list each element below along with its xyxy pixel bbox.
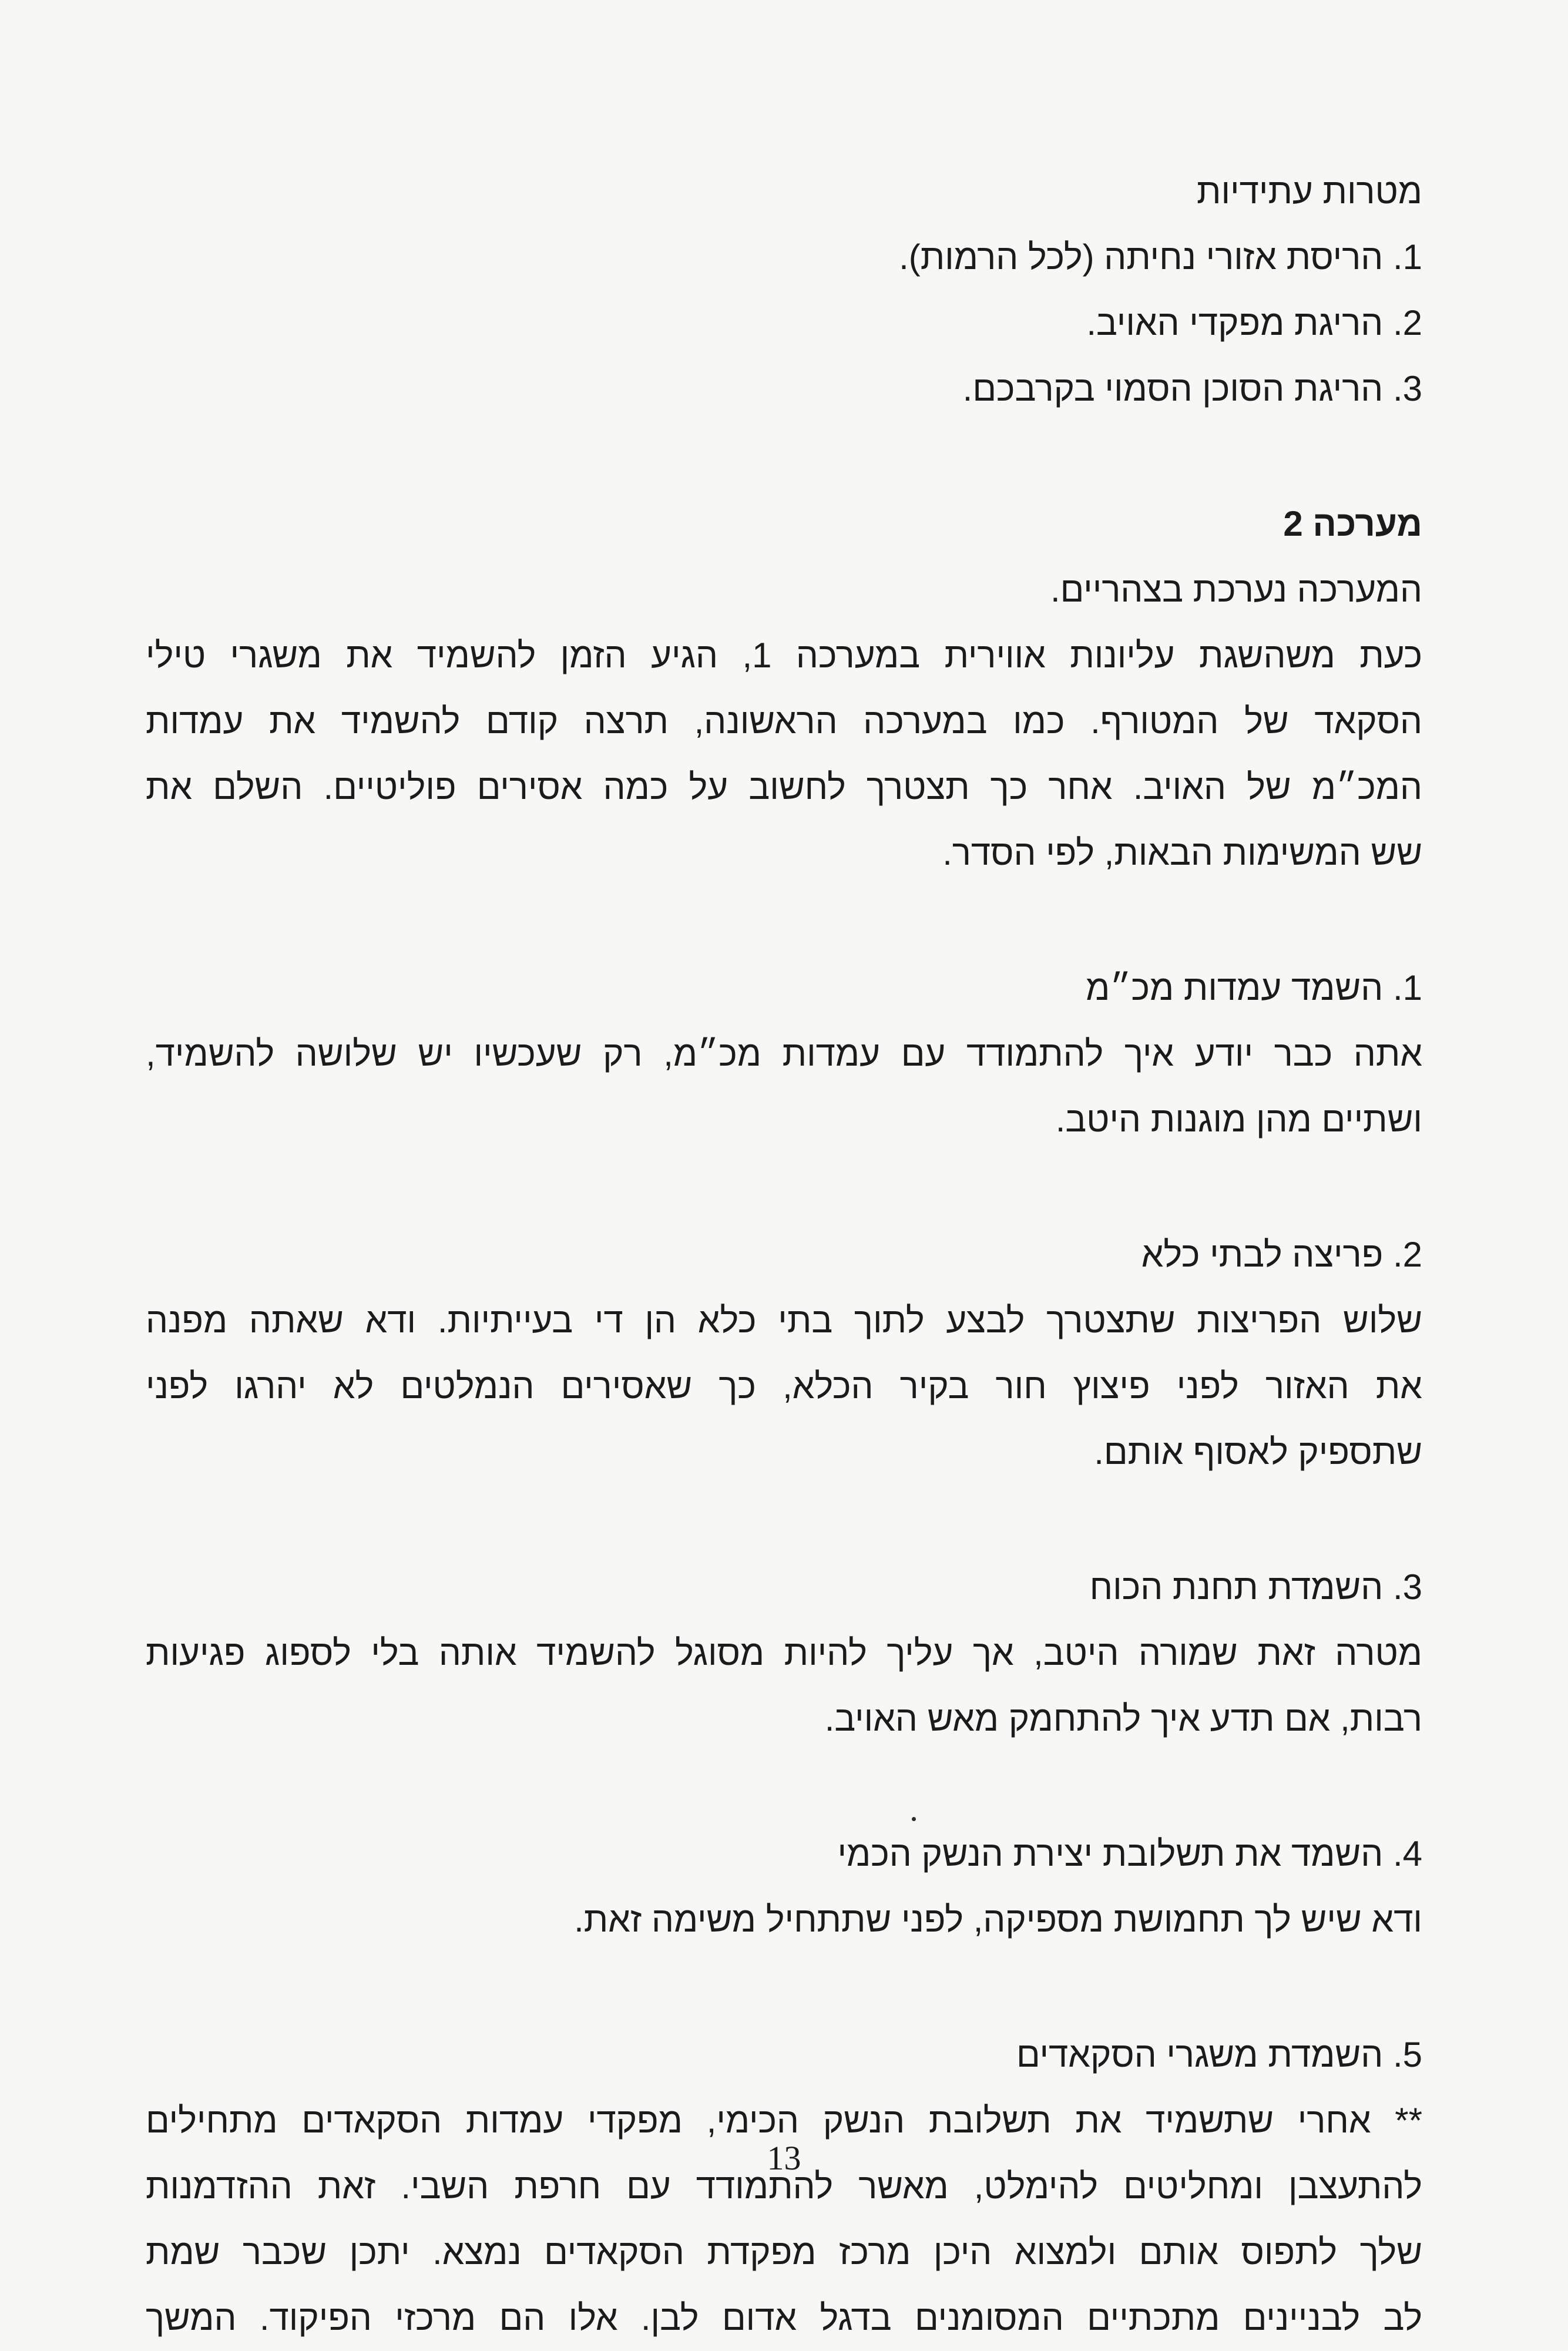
battle-2-intro-line: המכ״מ של האויב. אחר כך תצטרך לחשוב על כמה אסירים פוליטיים. השלם את (146, 767, 1422, 807)
battle-2-intro-line: המערכה נערכת בצהריים. (1050, 570, 1422, 609)
mission-1-line: ושתיים מהן מוגנות היטב. (1055, 1100, 1422, 1139)
mission-5-line: להתעצבן ומחליטים להימלט, מאשר להתמודד עם חרפת השבי. זאת ההזדמנות (146, 2167, 1422, 2206)
battle-2-intro-line: כעת משהשגת עליונות אווירית במערכה 1, הגיע הזמן להשמיד את משגרי טילי (146, 636, 1423, 675)
battle-2-heading: מערכה 2 (1283, 504, 1422, 543)
mission-3-line: מטרה זאת שמורה היטב, אך עליך להיות מסוגל להשמיד אותה בלי לספוג פגיעות (146, 1633, 1422, 1672)
mission-2-line: שתספיק לאסוף אותם. (1094, 1432, 1422, 1472)
mission-4-title: 4. השמד את תשלובת יצירת הנשק הכמי (837, 1834, 1422, 1873)
section-gap (146, 1752, 1422, 1821)
mission-2-line: את האזור לפני פיצוץ חור בקיר הכלא, כך שאסירים הנמלטים לא יהרגו לפני (146, 1366, 1422, 1406)
future-goal-item: 3. הריגת הסוכן הסמוי בקרבכם. (962, 369, 1422, 408)
mission-5-title: 5. השמדת משגרי הסקאדים (1016, 2035, 1422, 2074)
mission-3-title: 3. השמדת תחנת הכוח (1089, 1567, 1422, 1607)
document-page (146, 159, 1423, 2337)
section-gap (146, 1485, 1422, 1554)
section-gap (146, 1953, 1422, 2022)
mission-4-line: ודא שיש לך תחמושת מספיקה, לפני שתתחיל משימה זאת. (574, 1900, 1422, 1939)
battle-2-intro-line: שש המשימות הבאות, לפי הסדר. (942, 833, 1422, 872)
mission-2-line: שלוש הפריצות שתצטרך לבצע לתוך בתי כלא הן די בעייתיות. ודא שאתה מפנה (146, 1301, 1422, 1340)
section-gap (146, 1153, 1422, 1222)
mission-5-line: לב לבניינים מתכתיים המסומנים בדגל אדום לבן. אלו הם מרכזי הפיקוד. המשך (146, 2298, 1422, 2337)
section-gap (146, 886, 1422, 955)
mission-2-title: 2. פריצה לבתי כלא (1141, 1235, 1422, 1274)
mission-5-line: שלך לתפוס אותם ולמצוא היכן מרכז מפקדת הסקאדים נמצא. יתכן שכבר שמת (146, 2232, 1422, 2272)
mission-5-line: ** אחרי שתשמיד את תשלובת הנשק הכימי, מפקדי עמדות הסקאדים מתחילים (146, 2101, 1422, 2140)
future-goals-title: מטרות עתידיות (1197, 172, 1422, 211)
future-goal-item: 2. הריגת מפקדי האויב. (1086, 303, 1422, 342)
section-gap (146, 422, 1422, 491)
print-speck (912, 1817, 916, 1821)
mission-3-line: רבות, אם תדע איך להתחמק מאש האויב. (824, 1699, 1422, 1738)
page-number: 13 (767, 2139, 801, 2177)
future-goal-item: 1. הריסת אזורי נחיתה (לכל הרמות). (899, 237, 1422, 277)
mission-1-title: 1. השמד עמדות מכ״מ (1086, 968, 1422, 1007)
battle-2-intro-line: הסקאד של המטורף. כמו במערכה הראשונה, תרצה קודם להשמיד את עמדות (146, 701, 1422, 741)
mission-1-line: אתה כבר יודע איך להתמודד עם עמדות מכ״מ, רק שעכשיו יש שלושה להשמיד, (146, 1034, 1422, 1073)
